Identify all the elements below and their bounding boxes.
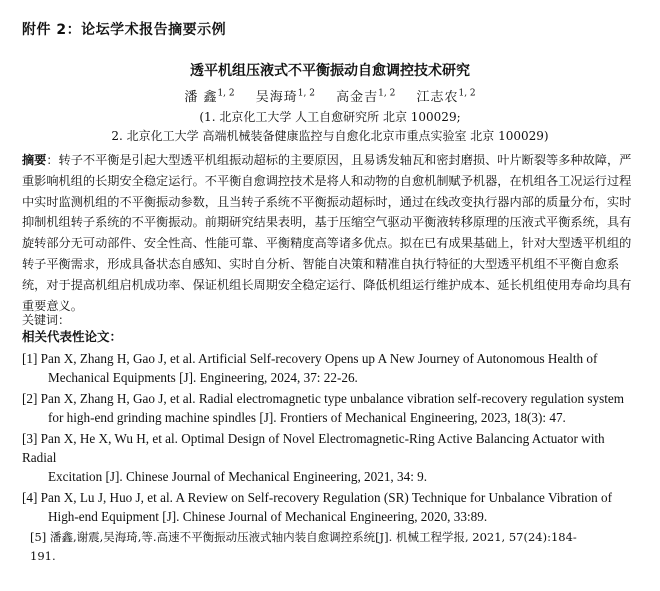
abstract-text: ：转子不平衡是引起大型透平机组振动超标的主要原因，且易诱发轴瓦和密封磨损、叶片断裂等多种故障，严重影响机组的长期安全稳定运行。不平衡自愈调控技术是将人和动物的自愈机制赋予机器，在机组各工况运行过程中实时监测机组的不平衡振动参数，且当转子系统不平衡振动超标时，通过在线改变执行器内部的质量分布，实时抑制机组转子系统的不平衡振动。前期研究结果表明，基于压缩空气驱动平衡液转移原理的压液式平衡系统，具有旋转部分无可动部件、安全性高、性能可靠、平衡精度高等诸多优点。拟在已有成果基础上，针对大型透平机组的转子平衡需求，形成具备状态自感知、实时自分析、智能自决策和精准自执行特征的大型透平机组不平衡自愈系统，对于提高机组启机成功率、保证机组长周期安全稳定运行、降低机组运行维护成本、延长机组使用寿命均具有重要意义。 xyxy=(22,153,632,313)
author: 高金吉$^{1, 2}$ xyxy=(336,88,396,105)
author-list xyxy=(0,86,660,105)
reference-item: [1] Pan X, Zhang H, Gao J, et al. Artificial Self-recovery Opens up A New Journey of Autonomous Health of Mechanical Equipments [J]. Engineering, 2024, 37: 22-26. xyxy=(22,351,598,385)
reference-item: [5] 潘鑫,谢震,吴海琦,等.高速不平衡振动压液式轴内装自愈调控系统[J]. 机械工程学报, 2021, 57(24):184- 191. xyxy=(30,530,577,563)
annex-heading: 附件 2：论坛学术报告摘要示例 xyxy=(22,22,227,38)
representative-papers-heading: 相关代表性论文： xyxy=(22,329,123,344)
author: 江志农$^{1, 2}$ xyxy=(416,88,476,105)
reference-list xyxy=(22,349,642,568)
reference-item: [4] Pan X, Lu J, Huo J, et al. A Review on Self-recovery Regulation (SR) Technique for Unbalance Vibration of High-end Equipment [J]. Chinese Journal of Mechanical Engineering, 2020, 33:89. xyxy=(22,490,612,524)
author: 潘 鑫$^{1, 2}$ xyxy=(184,88,235,105)
reference-item: [2] Pan X, Zhang H, Gao J, et al. Radial electromagnetic type unbalance vibration self-recovery regulation system for high-end grinding machine spindles [J]. Frontiers of Mechanical Engineering, 2023, 18(3): 47. xyxy=(22,391,625,425)
abstract-paragraph xyxy=(22,150,638,316)
affiliation-1: (1. 北京化工大学 人工自愈研究所 北京 100029; xyxy=(199,110,461,124)
abstract-label: 摘要 xyxy=(22,153,47,167)
paper-title: 透平机组压液式不平衡振动自愈调控技术研究 xyxy=(190,63,470,79)
author: 吴海琦$^{1, 2}$ xyxy=(255,88,315,105)
affiliation-2: 2. 北京化工大学 高端机械装备健康监控与自愈化北京市重点实验室 北京 100029) xyxy=(111,129,549,143)
keywords-label: 关键词： xyxy=(22,313,71,327)
reference-item: [3] Pan X, He X, Wu H, et al. Optimal Design of Novel Electromagnetic-Ring Active Balancing Actuator with Radial Excitation [J]. Chinese Journal of Mechanical Engineering, 2021, 34: 9. xyxy=(22,431,605,484)
